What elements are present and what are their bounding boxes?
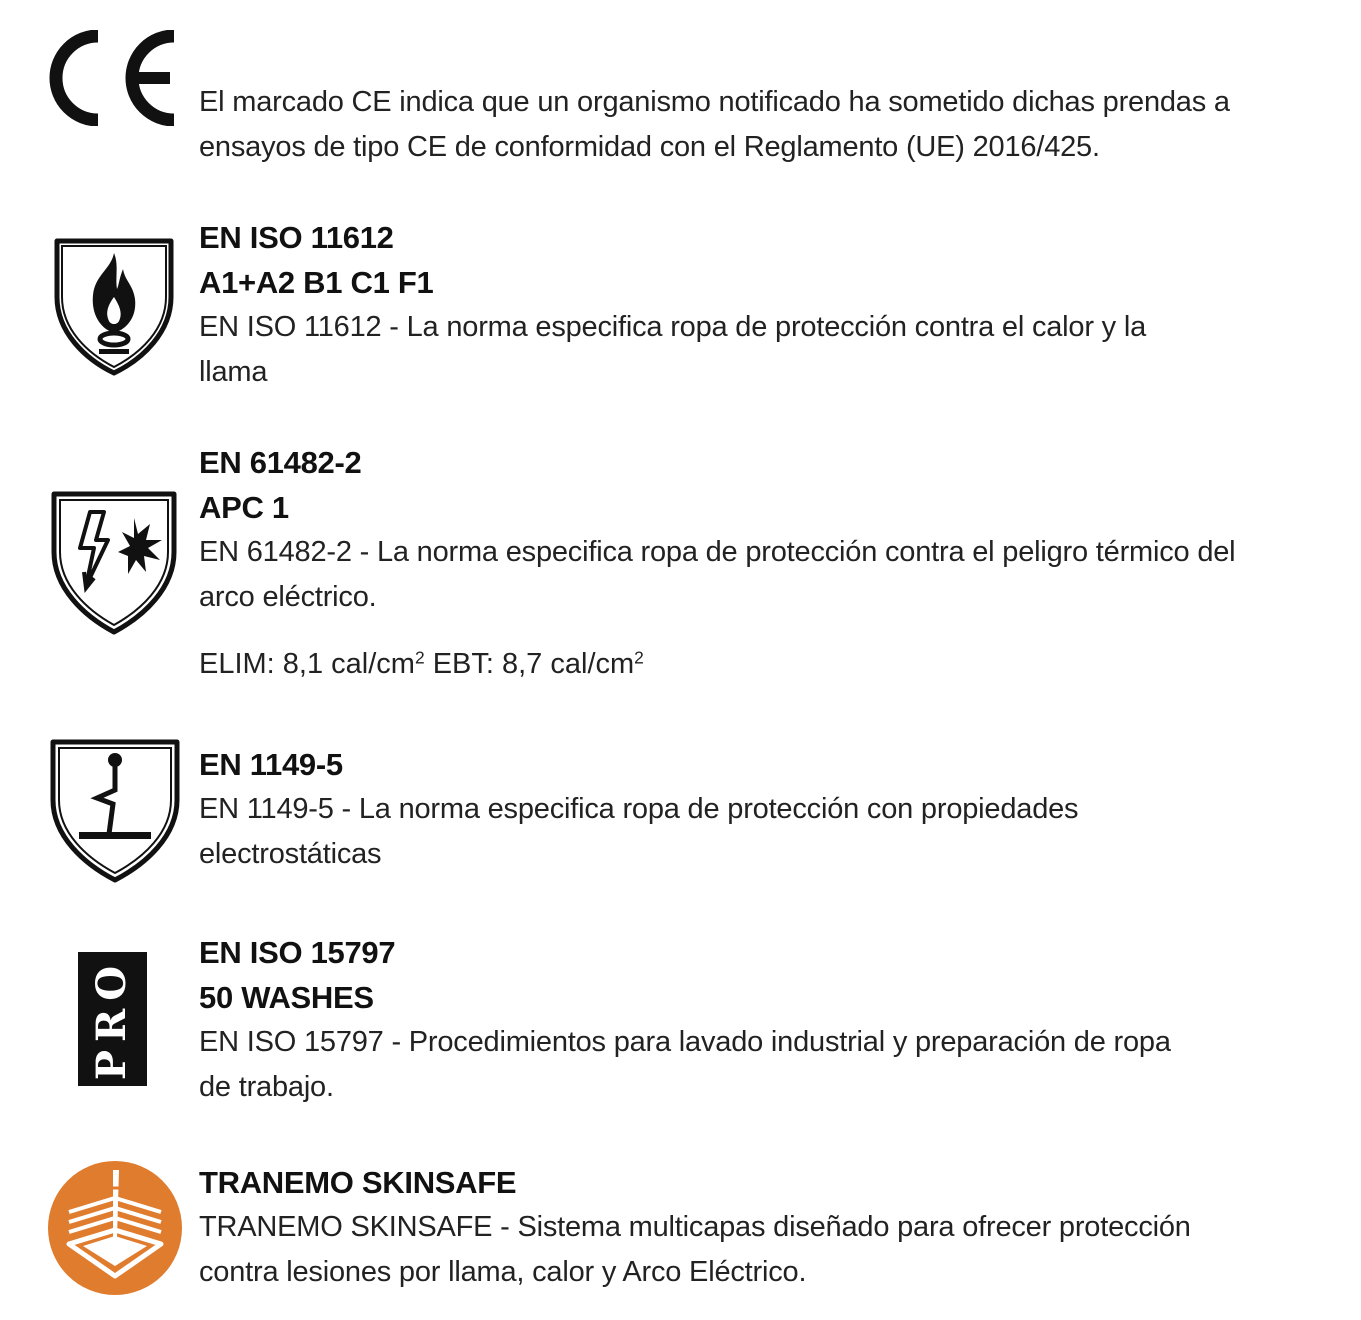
section-title: EN 61482-2 (199, 445, 362, 480)
pro-badge-text: PRO (88, 957, 136, 1081)
electric-arc-shield-icon (50, 490, 178, 641)
section-en-61482-2 (199, 440, 1249, 687)
electrostatic-shield-icon (49, 738, 181, 889)
ce-description: El marcado CE indica que un organismo notificado ha sometido dichas prendas a ensayos de tipo CE de conformidad con el Reglamento (UE) 2016/425. (199, 86, 1230, 163)
section-description: EN 61482-2 - La norma especifica ropa de protección contra el peligro térmico del arco eléctrico. (199, 536, 1236, 613)
section-tranemo-skinsafe (199, 1160, 1249, 1295)
section-en-iso-15797 (199, 930, 1249, 1110)
section-en-1149-5 (199, 742, 1249, 877)
pro-badge-icon (78, 952, 147, 1086)
flame-shield-icon (53, 237, 175, 382)
section-title: EN 1149-5 (199, 747, 343, 782)
ebt-unit-superscript: 2 (634, 647, 644, 668)
elim-unit-superscript: 2 (414, 647, 425, 668)
section-title: EN ISO 11612 (199, 220, 394, 255)
section-subtitle: 50 WASHES (199, 980, 374, 1015)
section-description: EN 1149-5 - La norma especifica ropa de protección con propiedades electrostáticas (199, 793, 1079, 870)
section-en-iso-11612 (199, 215, 1249, 395)
section-description: EN ISO 15797 - Procedimientos para lavado industrial y preparación de ropa de trabajo. (199, 1026, 1171, 1103)
ce-section (199, 80, 1249, 170)
section-subtitle: APC 1 (199, 490, 289, 525)
section-title: EN ISO 15797 (199, 935, 396, 970)
section-subtitle: A1+A2 B1 C1 F1 (199, 265, 434, 300)
arc-rating-values (199, 642, 1249, 687)
section-description: TRANEMO SKINSAFE - Sistema multicapas diseñado para ofrecer protección contra lesiones por llama, calor y Arco Eléctrico. (199, 1211, 1191, 1288)
skinsafe-layers-icon (47, 1160, 183, 1301)
section-description: EN ISO 11612 - La norma especifica ropa de protección contra el calor y la llama (199, 311, 1147, 388)
ebt-value: EBT: 8,7 cal/cm (424, 648, 635, 680)
ce-mark-icon (46, 30, 182, 131)
section-title: TRANEMO SKINSAFE (199, 1165, 517, 1200)
elim-value: ELIM: 8,1 cal/cm (199, 648, 415, 680)
